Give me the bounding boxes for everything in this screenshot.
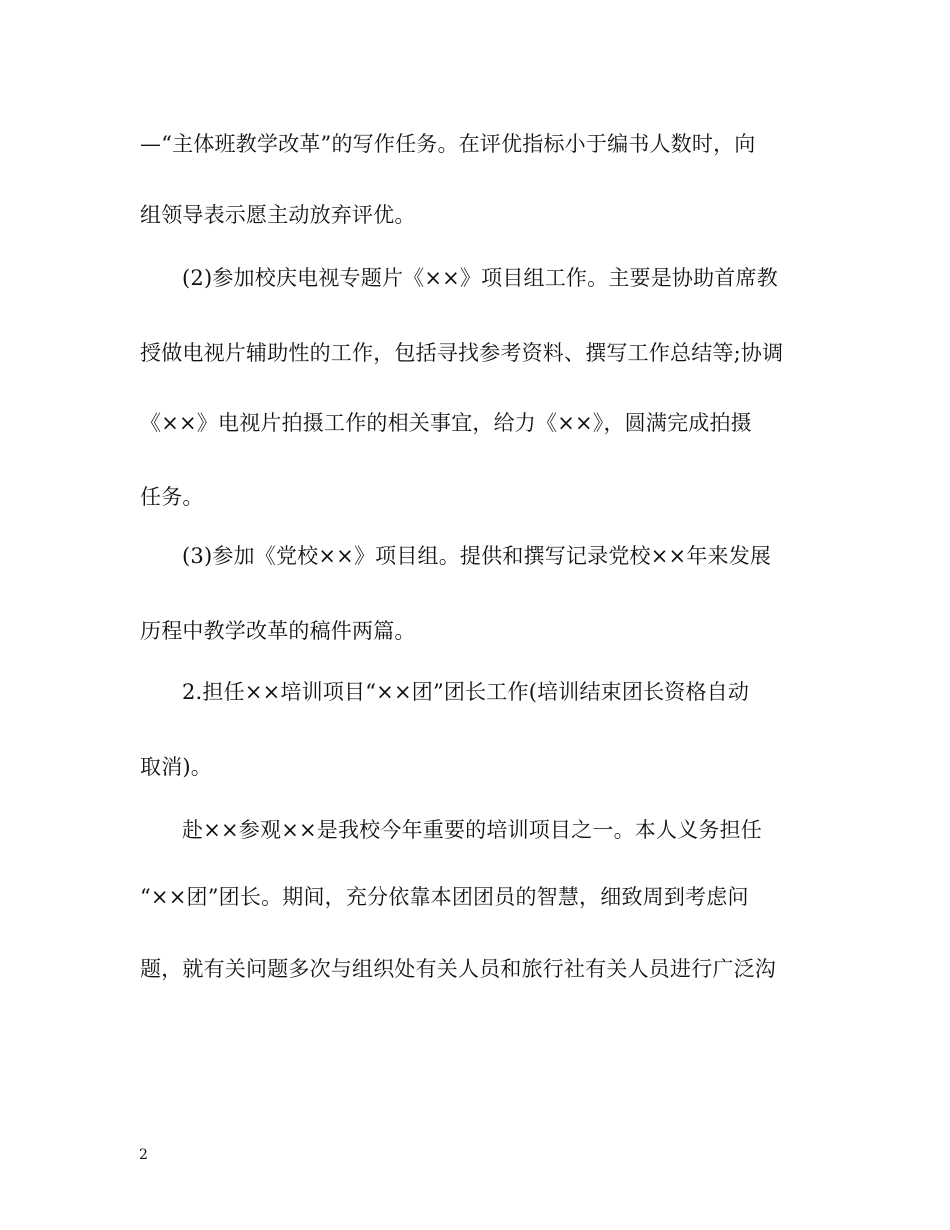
text-line-10: 取消)。 xyxy=(140,755,212,779)
text-line-4: 授做电视片辅助性的工作，包括寻找参考资料、撰写工作总结等;协调 xyxy=(140,341,784,365)
text-line-6: 任务。 xyxy=(140,485,204,509)
page-number: 2 xyxy=(139,1147,148,1163)
text-line-3: (2)参加校庆电视专题片《××》项目组工作。主要是协助首席教 xyxy=(182,266,778,290)
text-line-8: 历程中教学改革的稿件两篇。 xyxy=(140,619,416,643)
text-line-1: —“主体班教学改革”的写作任务。在评优指标小于编书人数时，向 xyxy=(140,132,756,156)
text-line-9: 2.担任××培训项目“××团”团长工作(培训结束团长资格自动 xyxy=(182,680,750,704)
text-line-12: “××团”团长。期间，充分依靠本团团员的智慧，细致周到考虑问 xyxy=(140,885,749,909)
text-line-2: 组领导表示愿主动放弃评优。 xyxy=(140,203,416,227)
text-line-5: 《××》电视片拍摄工作的相关事宜，给力《××》，圆满完成拍摄 xyxy=(140,411,752,435)
text-line-7: (3)参加《党校××》项目组。提供和撰写记录党校××年来发展 xyxy=(182,544,772,568)
text-line-11: 赴××参观××是我校今年重要的培训项目之一。本人义务担任 xyxy=(182,818,762,842)
text-line-13: 题，就有关问题多次与组织处有关人员和旅行社有关人员进行广泛沟 xyxy=(140,957,776,981)
